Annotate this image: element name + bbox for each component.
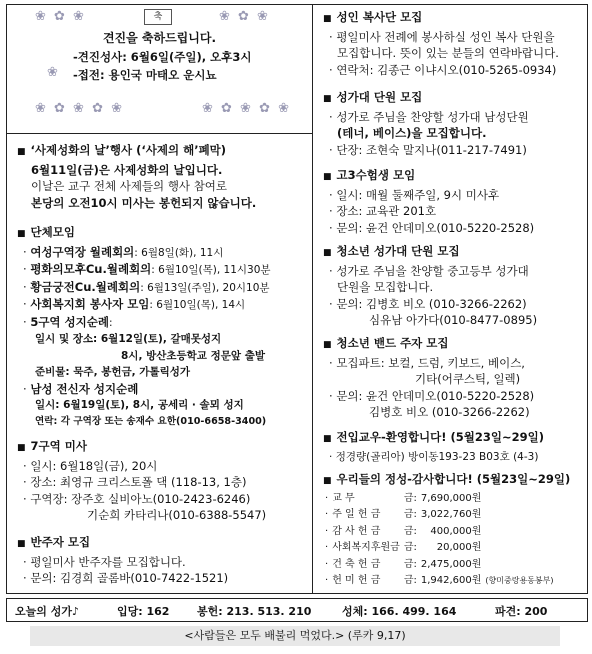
- pilgrimage-line: 연락: 각 구역장 또는 송재수 요한(010-6658-3400): [35, 415, 267, 427]
- pilgrimage-line: 준비물: 묵주, 봉헌금, 가톨릭성가: [35, 366, 191, 378]
- square-bullet-icon: ■: [323, 476, 332, 486]
- offering-label: 교 무: [332, 492, 355, 504]
- pilgrimage-title: 남성 전신자 성지순례: [30, 381, 139, 396]
- youth-band-section: ■ 청소년 밴드 주자 모집 · 모집파트: 보컬, 드럼, 키보드, 베이스, 기타(어쿠스틱, 일렉) · 문의: 윤건 안데미오(010-5220-2528) 김병호 비오 (010-3266-2262): [323, 335, 583, 421]
- accompanist-section: ■ 반주자 모집 · 평일미사 반주자를 모집합니다. · 문의: 김경희 골롬바(010-7422-1521): [17, 535, 229, 585]
- info-line: 장소: 최영규 크리스토폴 댁 (118-13, 1층): [30, 475, 247, 489]
- info-line: 평일미사 반주자를 모집합니다.: [30, 554, 186, 569]
- section-heading: 우리들의 정성-감사합니다! (5월23일~29일): [336, 472, 571, 486]
- district7-mass-section: ■ 7구역 미사 · 일시: 6월18일(금), 20시 · 장소: 최영규 크리스토폴 댁 (118-13, 1층) · 구역장: 장주호 실비아노(010-2423-6246) 기순희 카타리나(010-6388-5547): [17, 438, 307, 524]
- meeting-row: · 평화의모후Cu.월례회의: 6월10일(목), 11시30분: [23, 262, 271, 276]
- new-parishioners-section: ■ 전입교우-환영합니다! (5월23일~29일) · 정경량(골리아) 방이동193-23 B03호 (4-3): [323, 430, 544, 463]
- info-line: 평일미사 전례에 봉사하실 성인 복사 단원을: [336, 29, 555, 44]
- meeting-detail: :: [108, 316, 113, 329]
- meeting-name: 5구역 성지순례: [30, 314, 109, 329]
- offering-row: · 감 사 헌 금 금: 400,000원: [323, 524, 555, 541]
- square-bullet-icon: ■: [323, 14, 332, 24]
- info-line: (테너, 베이스)을 모집합니다.: [337, 126, 487, 140]
- pilgrimage-line: 일시 및 장소: 6월12일(토), 갈매못성지: [35, 333, 222, 345]
- info-line: 이날은 교구 전체 사제들의 행사 참여로: [31, 179, 228, 193]
- meeting-row: · 5구역 성지순례:: [23, 314, 113, 329]
- section-heading: 고3수험생 모임: [336, 168, 416, 182]
- hymn-recessional: 파견: 200: [495, 605, 548, 618]
- offering-amount: 2,475,000원: [420, 558, 482, 570]
- left-column: [7, 5, 313, 593]
- offering-label: 사회복지후원금: [332, 542, 400, 553]
- offering-amount: 7,690,000원: [420, 492, 482, 504]
- gospel-quote: <사람들은 모두 배불리 먹었다.> (루카 9,17): [30, 626, 560, 646]
- meeting-detail: : 6월13일(주일), 20시10분: [140, 281, 270, 294]
- confirmation-celebrant: -접전: 용인국 마태오 운시뇨: [73, 68, 217, 82]
- offerings-section: [323, 471, 587, 590]
- offering-unit: 금:: [403, 542, 417, 553]
- meeting-row: · 사회복지회 봉사자 모임: 6월10일(목), 14시: [23, 297, 246, 311]
- flower-decoration-icon: ❀ ✿ ❀ ✿ ❀: [35, 101, 124, 116]
- info-line: 단장: 조현숙 말지나(011-217-7491): [336, 142, 527, 157]
- right-column: [313, 5, 587, 593]
- section-heading: ‘사제성화의 날’행사 (‘사제의 해’폐막): [30, 143, 227, 157]
- senior-students-section: ■ 고3수험생 모임 · 일시: 매월 둘째주일, 9시 미사후 · 장소: 교육관 201호 · 문의: 윤건 안데미오(010-5220-2528): [323, 168, 535, 235]
- hymn-bar: [6, 598, 588, 622]
- offerings-table: [323, 491, 555, 590]
- info-line: 모집합니다. 뜻이 있는 분들의 연락바랍니다.: [337, 46, 559, 60]
- offering-row: · 건 축 헌 금 금: 2,475,000원: [323, 557, 555, 574]
- offering-amount: 3,022,760원: [420, 509, 482, 520]
- offering-amount: 400,000원: [430, 525, 482, 537]
- offering-unit: 금:: [403, 492, 417, 504]
- meeting-row: · 황금궁전Cu.월례회의: 6월13일(주일), 20시10분: [23, 279, 270, 294]
- section-heading: 성가대 단원 모집: [336, 90, 423, 104]
- meeting-name: 여성구역장 월례회의: [30, 244, 135, 259]
- info-line: 김병호 비오 (010-3266-2262): [369, 405, 530, 419]
- square-bullet-icon: ■: [323, 172, 332, 182]
- info-line: 일시: 6월18일(금), 20시: [30, 458, 158, 473]
- info-line: 구역장: 장주호 실비아노(010-2423-6246): [30, 491, 251, 506]
- hymn-offertory: 봉헌: 213. 513. 210: [197, 605, 312, 618]
- hymn-communion: 성체: 166. 499. 164: [342, 605, 457, 618]
- offering-row: · 사회복지후원금 금: 20,000원: [323, 540, 555, 557]
- info-line: 문의: 윤건 안데미오(010-5220-2528): [336, 388, 535, 403]
- square-bullet-icon: ■: [323, 248, 332, 258]
- offering-label: 헌 미 헌 금: [332, 575, 381, 586]
- offering-row: · 주 일 헌 금 금: 3,022,760원: [323, 507, 555, 524]
- meeting-row: · 여성구역장 월례회의: 6월8일(화), 11시: [23, 244, 224, 259]
- info-line: 문의: 윤건 안데미오(010-5220-2528): [336, 220, 535, 235]
- section-heading: 전입교우-환영합니다! (5월23일~29일): [336, 430, 544, 444]
- section-heading: 반주자 모집: [30, 535, 91, 549]
- section-heading: 청소년 성가대 단원 모집: [336, 244, 460, 258]
- notice-title: 견진을 축하드립니다.: [102, 31, 217, 45]
- square-bullet-icon: ■: [17, 539, 26, 549]
- confirmation-date: -견진성사: 6월6일(주일), 오후3시: [73, 50, 252, 64]
- meeting-name: 사회복지회 봉사자 모임: [30, 297, 150, 311]
- flower-decoration-icon: ❀ ✿ ❀: [219, 9, 270, 24]
- offering-unit: 금:: [403, 558, 417, 570]
- info-line: 본당의 오전10시 미사는 봉헌되지 않습니다.: [31, 195, 257, 210]
- offering-label: 주 일 헌 금: [332, 509, 381, 520]
- square-bullet-icon: ■: [17, 147, 26, 157]
- offering-note: (향미중랑용동봉부): [485, 576, 554, 585]
- section-heading: 청소년 밴드 주자 모집: [336, 336, 449, 350]
- info-line: 문의: 김병호 비오 (010-3266-2262): [336, 296, 527, 311]
- offering-label: 감 사 헌 금: [332, 525, 381, 537]
- info-line: 장소: 교육관 201호: [336, 204, 437, 218]
- info-line: 성가로 주님을 찬양할 성가대 남성단원: [336, 109, 529, 124]
- confirmation-notice: [7, 5, 312, 134]
- meeting-name: 평화의모후Cu.월례회의: [30, 262, 152, 276]
- altar-server-section: ■ 성인 복사단 모집 · 평일미사 전례에 봉사하실 성인 복사 단원을 모집합니다. 뜻이 있는 분들의 연락바랍니다. · 연락처: 김종근 이냐시오(010-5265-0934): [323, 9, 583, 78]
- info-line: 기순희 카타리나(010-6388-5547): [87, 508, 267, 522]
- group-meetings-section: ■ 단체모임 · 여성구역장 월례회의: 6월8일(화), 11시 · 평화의모후Cu.월례회의: 6월10일(목), 11시30분 · 황금궁전Cu.월례회의: 6월13일(주일), 20시10분 · 사회복지회 봉사자 모임: 6월10일(목), 14시 · 5구역 성지순례: 일시 및 장소: 6월12일(토), 갈매못성지 8시, 방산초등학교 정문앞 출발 준비물: 묵주, 봉헌금, 가톨릭성가 · 남성 전신자 성지순례 일시: 6월19일(토), 8시, 공세리 · 솔뫼 성지 연락: 각 구역장 또는 송재수 요한(010-6658-3400): [17, 224, 307, 430]
- meeting-detail: : 6월10일(목), 11시30분: [151, 264, 271, 276]
- section-heading: 단체모임: [30, 225, 75, 239]
- info-line: 모집파트: 보컬, 드럼, 키보드, 베이스,: [336, 355, 525, 370]
- flower-decoration-icon: ❀ ✿ ❀: [35, 9, 86, 24]
- celebration-badge: 축: [144, 9, 172, 25]
- section-heading: 성인 복사단 모집: [336, 10, 423, 24]
- bulletin-page: [6, 4, 588, 594]
- info-line: 일시: 매월 둘째주일, 9시 미사후: [336, 187, 500, 202]
- square-bullet-icon: ■: [17, 229, 26, 239]
- info-line: 6월11일(금)은 사제성화의 날입니다.: [31, 162, 223, 177]
- square-bullet-icon: ■: [323, 434, 332, 444]
- offering-unit: 금:: [403, 575, 417, 586]
- offering-label: 건 축 헌 금: [332, 558, 381, 570]
- hymn-entrance: 입당: 162: [117, 605, 170, 618]
- pilgrimage-line: 8시, 방산초등학교 정문앞 출발: [121, 349, 265, 362]
- section-heading: 7구역 미사: [30, 439, 87, 453]
- info-line: 문의: 김경희 골롬바(010-7422-1521): [30, 571, 229, 585]
- meeting-name: 황금궁전Cu.월례회의: [30, 279, 141, 294]
- meeting-detail: : 6월10일(목), 14시: [149, 299, 246, 311]
- square-bullet-icon: ■: [17, 443, 26, 453]
- offering-unit: 금:: [403, 509, 417, 520]
- hymn-label: 오늘의 성가♪: [15, 605, 79, 618]
- square-bullet-icon: ■: [323, 340, 332, 350]
- info-line: 연락처: 김종근 이냐시오(010-5265-0934): [336, 62, 557, 77]
- offering-row: · 헌 미 헌 금 금: 1,942,600원 (향미중랑용동봉부): [323, 573, 555, 590]
- info-line: 성가로 주님을 찬양할 중고등부 성가대: [336, 263, 529, 278]
- info-line: 정경량(골리아) 방이동193-23 B03호 (4-3): [335, 450, 539, 463]
- square-bullet-icon: ■: [323, 94, 332, 104]
- offering-unit: 금:: [403, 525, 417, 537]
- youth-choir-section: ■ 청소년 성가대 단원 모집 · 성가로 주님을 찬양할 중고등부 성가대 단원을 모집합니다. · 문의: 김병호 비오 (010-3266-2262) 심유남 아가다(010-8477-0895): [323, 243, 583, 329]
- priest-sanctification-section: [17, 142, 307, 211]
- info-line: 기타(어쿠스틱, 일렉): [415, 372, 521, 386]
- pilgrimage-line: 일시: 6월19일(토), 8시, 공세리 · 솔뫼 성지: [35, 399, 244, 411]
- flower-decoration-icon: ❀: [47, 65, 60, 80]
- flower-decoration-icon: ❀ ✿ ❀ ✿ ❀: [202, 101, 291, 116]
- info-line: 단원을 모집합니다.: [337, 280, 434, 294]
- offering-row: · 교 무 금: 7,690,000원: [323, 491, 555, 508]
- choir-section: ■ 성가대 단원 모집 · 성가로 주님을 찬양할 성가대 남성단원 (테너, 베이스)을 모집합니다. · 단장: 조현숙 말지나(011-217-7491): [323, 89, 583, 158]
- offering-amount: 20,000원: [436, 542, 482, 553]
- info-line: 심유남 아가다(010-8477-0895): [369, 313, 538, 327]
- meeting-detail: : 6월8일(화), 11시: [134, 246, 224, 259]
- offering-amount: 1,942,600원: [420, 575, 482, 586]
